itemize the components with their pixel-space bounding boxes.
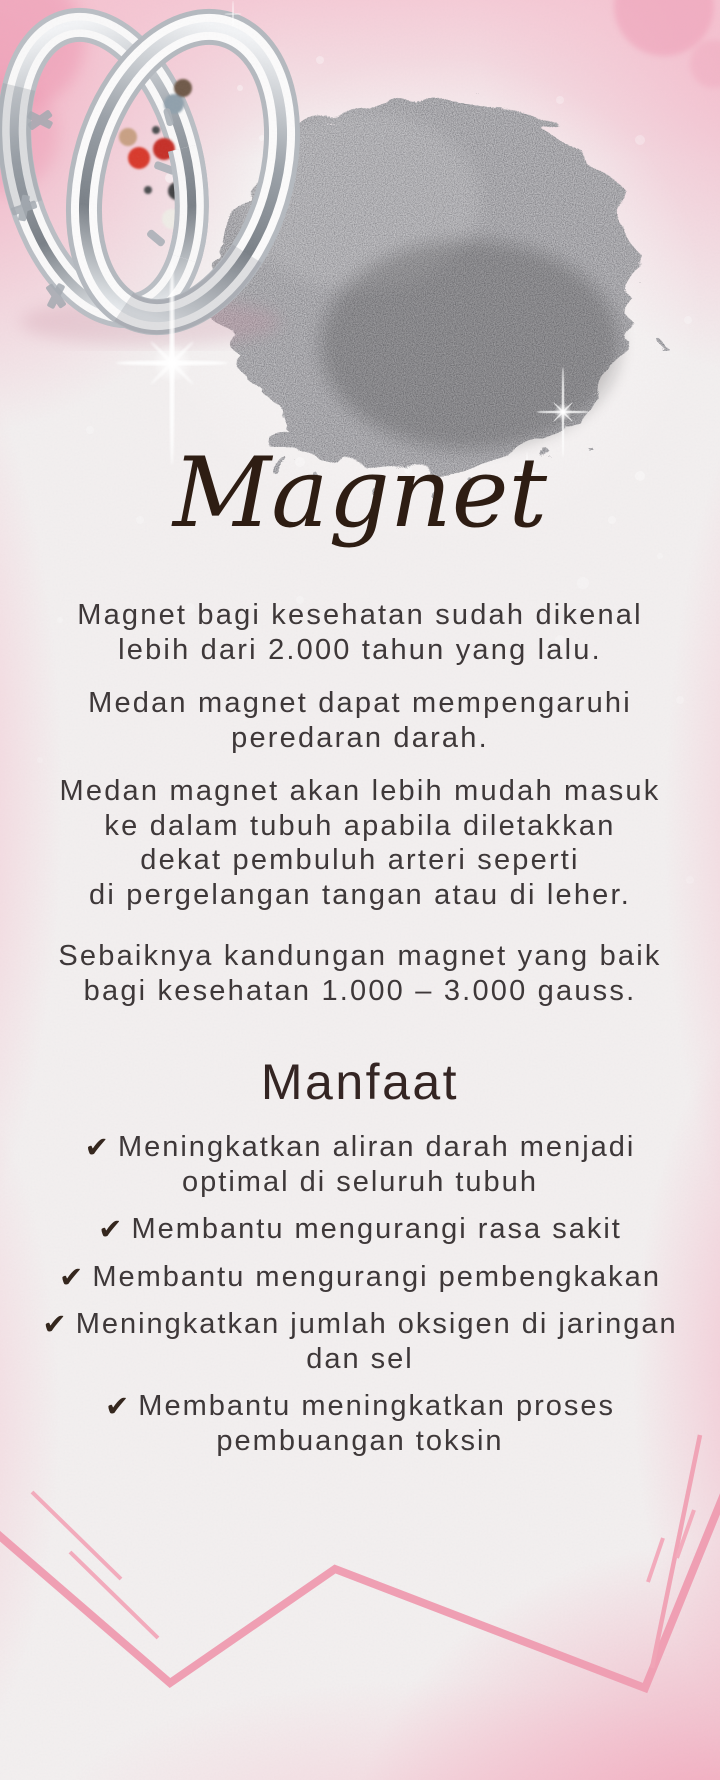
benefits-heading: Manfaat [260, 1054, 460, 1110]
benefit-line: dan sel [306, 1342, 414, 1375]
benefit-line: optimal di seluruh tubuh [182, 1165, 538, 1198]
benefit-text: Membantu mengurangi pembengkakan [92, 1260, 661, 1293]
intro-text [0, 598, 720, 1027]
page-title: Magnet [172, 437, 548, 549]
benefit-text: Membantu mengurangi rasa sakit [131, 1213, 622, 1245]
paragraph-line: lebih dari 2.000 tahun yang lalu. [118, 633, 602, 666]
paragraph-line: Medan magnet dapat mempengaruhi [88, 687, 632, 719]
check-icon: ✔ [59, 1259, 84, 1294]
benefit-line [0, 1211, 720, 1247]
benefit-text: Meningkatkan aliran darah menjadi [117, 1131, 636, 1163]
benefit-text: Meningkatkan jumlah oksigen di jaringan [75, 1308, 678, 1340]
benefit-item-4 [0, 1306, 720, 1376]
benefit-line [0, 1388, 720, 1424]
check-icon: ✔ [104, 1389, 130, 1423]
benefit-item-5 [0, 1388, 720, 1458]
intro-paragraph-3 [0, 774, 720, 912]
check-icon: ✔ [42, 1307, 67, 1341]
benefit-line [0, 1306, 720, 1342]
paragraph-line: Medan magnet akan lebih mudah masuk [59, 775, 661, 807]
intro-paragraph-4 [0, 939, 720, 1008]
check-icon: ✔ [98, 1212, 123, 1246]
paragraph-line: Sebaiknya kandungan magnet yang baik [58, 940, 662, 972]
benefits-list [0, 1129, 720, 1470]
benefit-line: pembuangan toksin [216, 1424, 504, 1457]
intro-paragraph-1 [0, 598, 720, 667]
paragraph-line: ke dalam tubuh apabila diletakkan [104, 809, 616, 842]
benefit-line [0, 1129, 720, 1165]
benefit-text: Membantu meningkatkan proses [138, 1390, 616, 1422]
check-icon: ✔ [84, 1130, 109, 1164]
paragraph-line: di pergelangan tangan atau di leher. [89, 878, 631, 911]
benefit-line [0, 1259, 720, 1295]
paragraph-line: peredaran darah. [231, 721, 489, 754]
paragraph-line: dekat pembuluh arteri seperti [140, 844, 580, 876]
intro-paragraph-2 [0, 686, 720, 755]
benefit-item-1 [0, 1129, 720, 1199]
paragraph-line: Magnet bagi kesehatan sudah dikenal [77, 599, 643, 631]
benefit-item-2 [0, 1211, 720, 1247]
paragraph-line: bagi kesehatan 1.000 – 3.000 gauss. [83, 974, 637, 1007]
benefit-item-3 [0, 1259, 720, 1295]
